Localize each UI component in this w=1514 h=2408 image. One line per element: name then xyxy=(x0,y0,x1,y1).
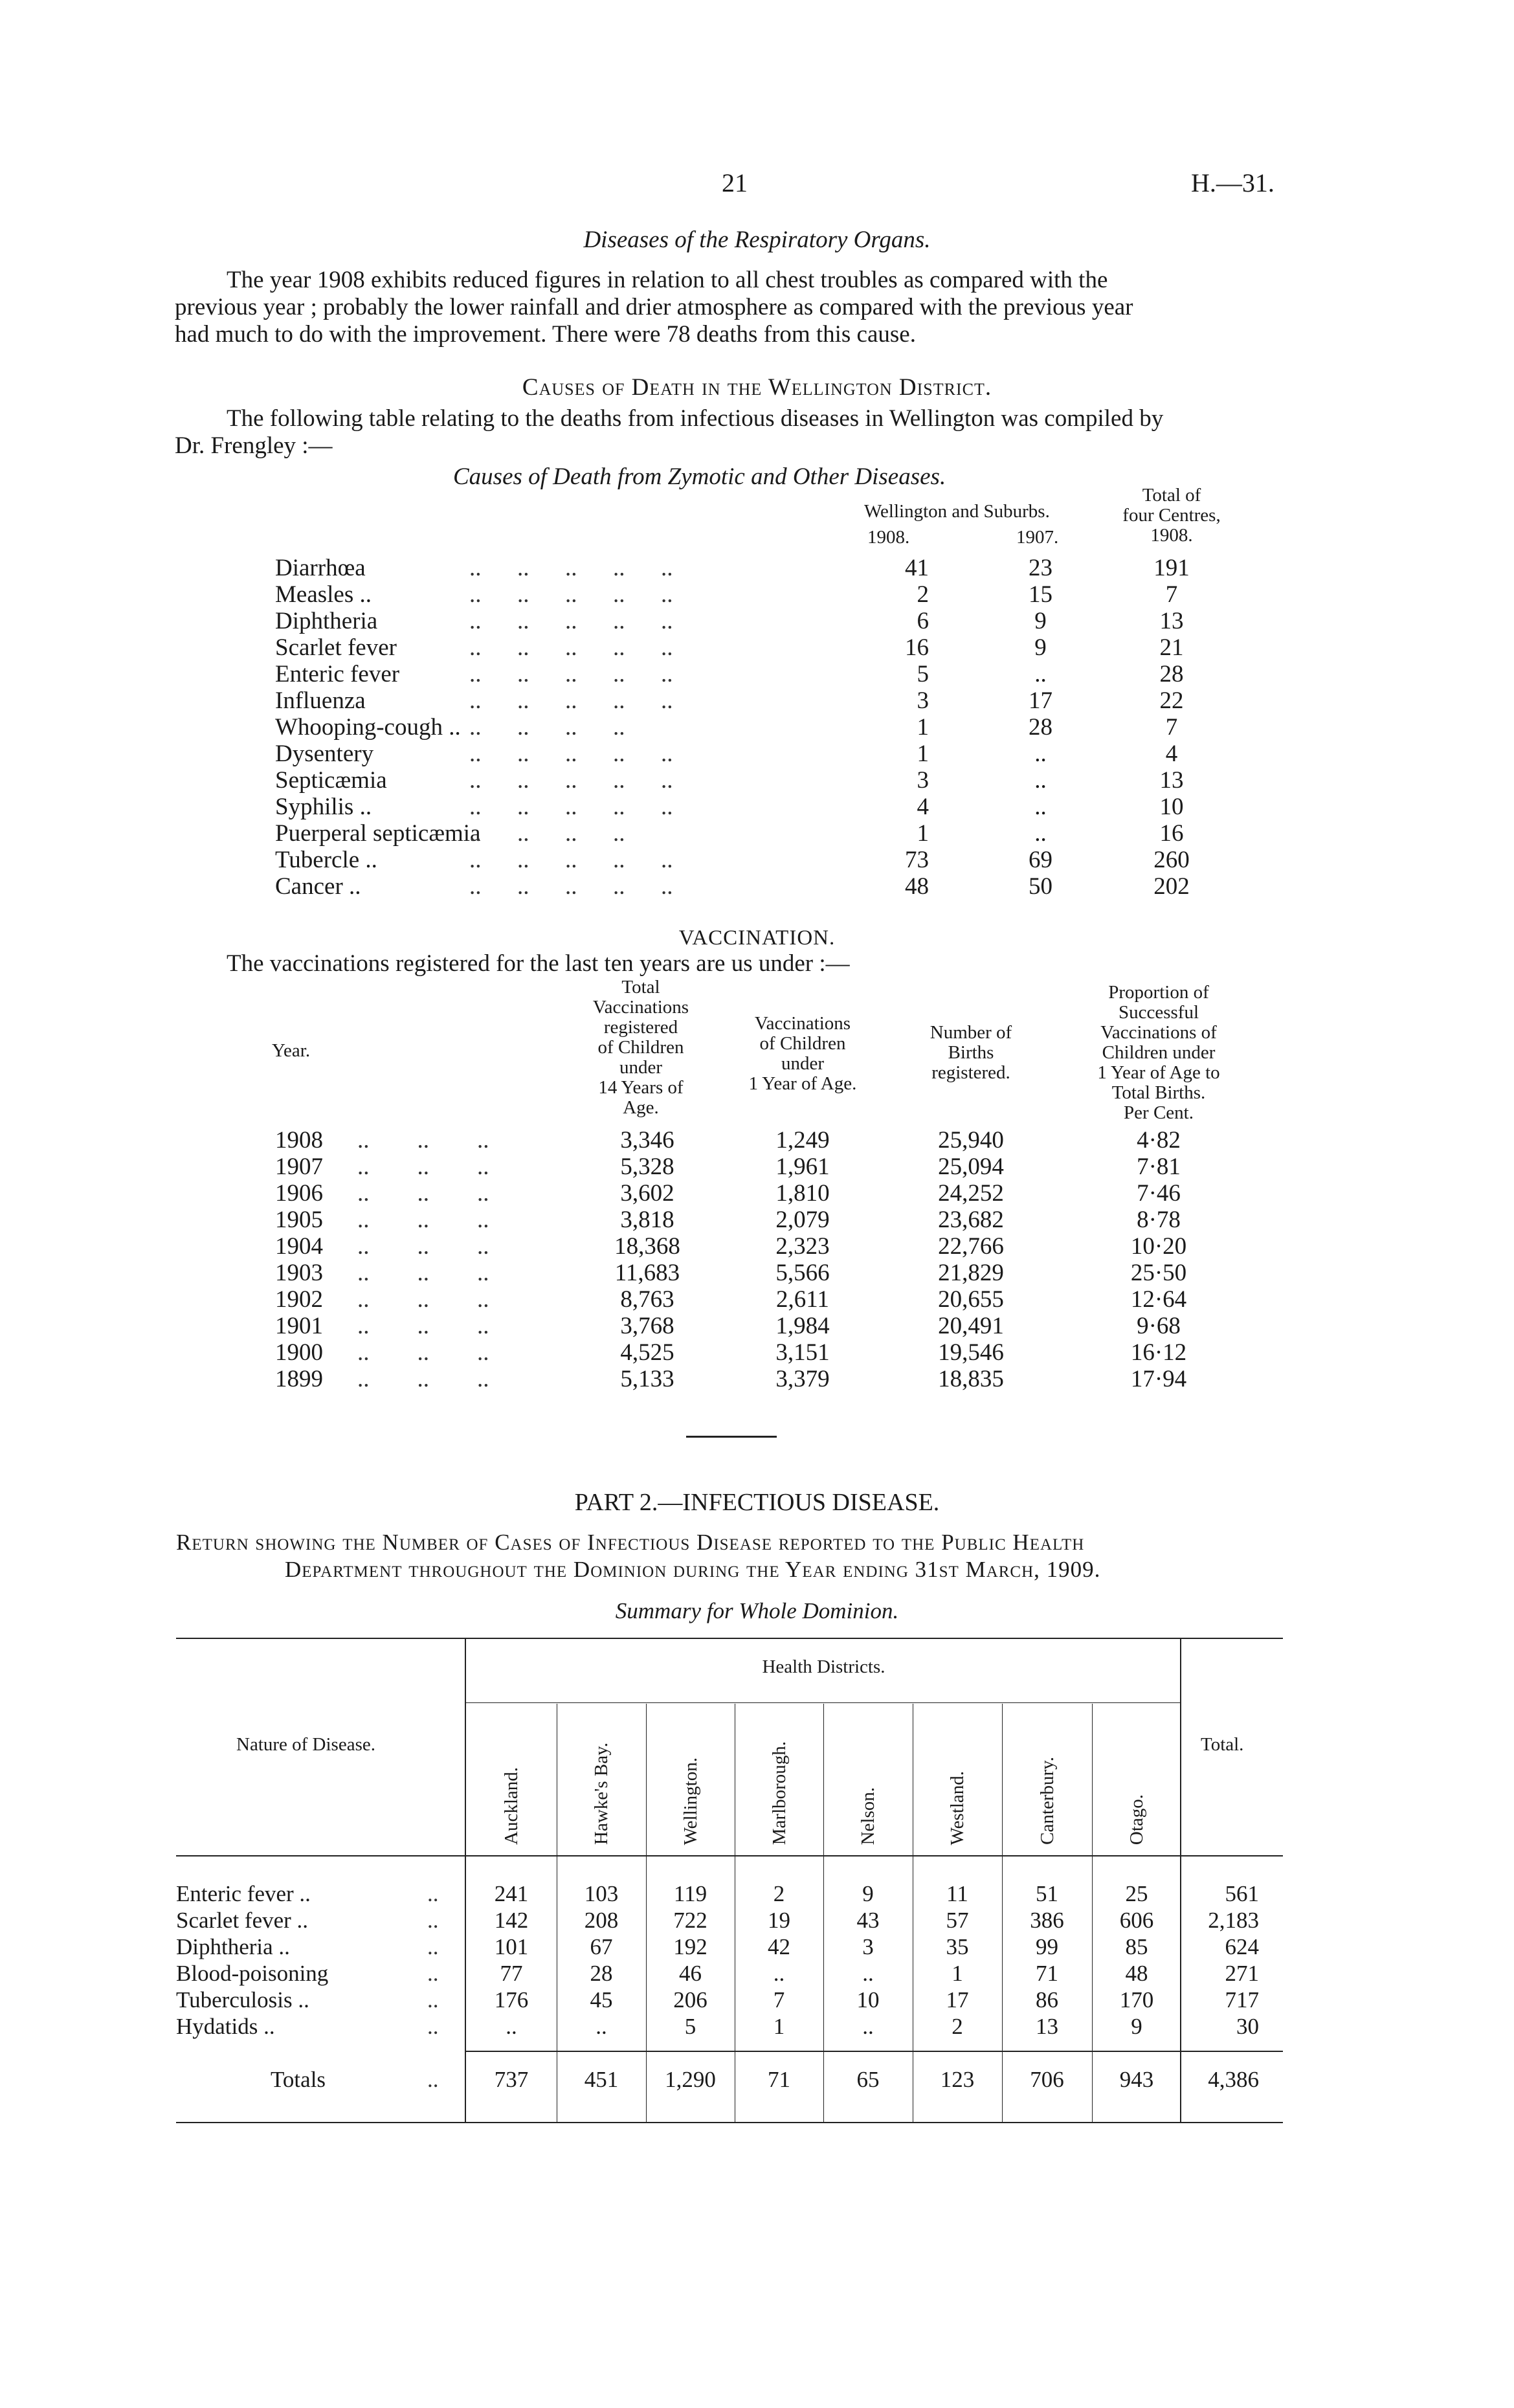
vacc-year: 1908 xyxy=(275,1127,323,1154)
respiratory-line-2: previous year ; probably the lower rainfall and drier atmosphere as compared with the previous year xyxy=(175,294,1133,320)
vacc-under1: 2,611 xyxy=(776,1286,829,1313)
district-header: Wellington. xyxy=(680,1757,701,1845)
cause-1908: 41 xyxy=(905,555,929,581)
cause-dots: .. .. .. .. .. xyxy=(469,661,673,687)
cause-total: 7 xyxy=(1165,581,1178,608)
disease-row xyxy=(0,1961,1514,1987)
disease-row xyxy=(0,2014,1514,2040)
cause-total: 202 xyxy=(1153,873,1190,900)
district-value: 65 xyxy=(856,2067,880,2092)
district-value: 17 xyxy=(946,1987,969,2012)
totals-rule xyxy=(466,2051,1283,2052)
vacc-year: 1906 xyxy=(275,1180,323,1207)
causes-col-total: Total of four Centres, 1908. xyxy=(1122,485,1221,546)
causes-row xyxy=(0,846,1514,873)
vacc-total: 11,683 xyxy=(614,1260,680,1286)
cause-1907: 69 xyxy=(1029,847,1052,873)
district-value: 85 xyxy=(1125,1934,1148,1959)
district-value: 43 xyxy=(856,1908,880,1933)
vacc-under1: 3,379 xyxy=(775,1366,830,1392)
respiratory-line-1: The year 1908 exhibits reduced figures in relation to all chest troubles as compared with the xyxy=(227,267,1108,293)
vacc-year: 1905 xyxy=(275,1207,323,1233)
cause-1908: 4 xyxy=(917,794,929,820)
cause-dots: .. .. .. .. .. xyxy=(469,581,673,608)
document-reference: H.—31. xyxy=(1191,168,1275,197)
return-line-1: Return showing the Number of Cases of Infectious Disease reported to the Public Health xyxy=(176,1530,1085,1555)
vacc-total: 8,763 xyxy=(620,1286,674,1313)
district-value: 71 xyxy=(1036,1961,1058,1986)
district-value: 101 xyxy=(494,1934,529,1959)
district-value: 123 xyxy=(940,2067,975,2092)
district-value: 2 xyxy=(952,2014,963,2039)
vacc-year: 1901 xyxy=(275,1313,323,1339)
cause-total: 16 xyxy=(1159,820,1184,847)
district-header: Canterbury. xyxy=(1036,1757,1058,1845)
district-value: 45 xyxy=(590,1987,613,2012)
cause-1908: 6 xyxy=(917,608,929,634)
cause-total: 4 xyxy=(1165,741,1178,767)
district-value: 2 xyxy=(773,1881,785,1906)
nature-of-disease-header: Nature of Disease. xyxy=(236,1734,375,1755)
cause-dots: .. .. .. .. .. xyxy=(469,794,673,820)
district-value: 142 xyxy=(494,1908,529,1933)
district-value: 28 xyxy=(590,1961,613,1986)
vaccination-row xyxy=(0,1259,1514,1286)
cause-1908: 3 xyxy=(917,687,929,714)
disease-name: Enteric fever .. xyxy=(176,1881,311,1906)
nature-col-rule xyxy=(465,1638,466,2123)
district-value: 46 xyxy=(679,1961,702,1986)
vacc-total: 4,525 xyxy=(620,1339,674,1366)
vacc-total: 3,818 xyxy=(620,1207,674,1233)
district-header: Otago. xyxy=(1126,1794,1147,1845)
cause-1907: .. xyxy=(1034,767,1047,794)
vacc-under1: 2,079 xyxy=(775,1207,830,1233)
disease-dots: .. xyxy=(427,1881,439,1906)
vacc-births: 25,940 xyxy=(938,1127,1004,1154)
district-value: .. xyxy=(773,1961,785,1986)
cause-dots: .. .. .. .. .. xyxy=(469,847,673,873)
district-value: 706 xyxy=(1030,2067,1064,2092)
vacc-under1: 1,810 xyxy=(775,1180,830,1207)
district-value: 67 xyxy=(590,1934,613,1959)
vacc-births: 24,252 xyxy=(938,1180,1004,1207)
disease-total: 2,183 xyxy=(1208,1908,1259,1933)
cause-1908: 73 xyxy=(905,847,929,873)
vacc-dots: .. .. .. xyxy=(357,1260,489,1286)
district-value: 386 xyxy=(1030,1908,1064,1933)
disease-row xyxy=(0,2067,1514,2093)
disease-row xyxy=(0,1881,1514,1908)
vaccination-intro: The vaccinations registered for the last ten years are us under :— xyxy=(227,950,850,977)
district-value: 1 xyxy=(952,1961,963,1986)
cause-total: 260 xyxy=(1153,847,1190,873)
vacc-dots: .. .. .. xyxy=(357,1154,489,1180)
district-value: 451 xyxy=(584,2067,619,2092)
table-bottom-rule xyxy=(176,2122,1283,2123)
cause-total: 7 xyxy=(1165,714,1178,741)
district-value: 77 xyxy=(500,1961,523,1986)
district-value: 48 xyxy=(1125,1961,1148,1986)
cause-name: Puerperal septicæmia xyxy=(275,820,481,847)
vaccination-row xyxy=(0,1339,1514,1365)
vacc-dots: .. .. .. xyxy=(357,1286,489,1313)
district-value: 35 xyxy=(946,1934,969,1959)
vacc-total: 3,346 xyxy=(620,1127,674,1154)
causes-intro-1: The following table relating to the deaths from infectious diseases in Wellington was compiled by xyxy=(227,405,1164,432)
district-header: Nelson. xyxy=(858,1787,878,1845)
cause-1908: 1 xyxy=(917,741,929,767)
causes-col-1908: 1908. xyxy=(867,527,910,548)
cause-1907: .. xyxy=(1034,794,1047,820)
causes-col-group: Wellington and Suburbs. xyxy=(864,501,1050,522)
disease-name: Hydatids .. xyxy=(176,2014,275,2039)
vacc-under1: 2,323 xyxy=(775,1233,830,1260)
vacc-total: 18,368 xyxy=(614,1233,680,1260)
vacc-dots: .. .. .. xyxy=(357,1339,489,1366)
vacc-under1: 5,566 xyxy=(775,1260,830,1286)
district-value: 7 xyxy=(773,1987,785,2012)
vacc-total: 3,768 xyxy=(620,1313,674,1339)
causes-row xyxy=(0,634,1514,660)
vacc-dots: .. .. .. xyxy=(357,1207,489,1233)
causes-heading: Causes of Death in the Wellington District. xyxy=(522,374,992,401)
district-value: .. xyxy=(596,2014,607,2039)
disease-dots: .. xyxy=(427,2067,439,2092)
vacc-total: 5,133 xyxy=(620,1366,674,1392)
district-value: 11 xyxy=(946,1881,968,1906)
vacc-under1: 1,984 xyxy=(775,1313,830,1339)
vacc-col-under1: Vaccinations of Children under 1 Year of Age. xyxy=(748,1013,857,1094)
vaccination-row xyxy=(0,1206,1514,1232)
health-districts-header: Health Districts. xyxy=(762,1656,885,1677)
vacc-year: 1907 xyxy=(275,1154,323,1180)
causes-table-title: Causes of Death from Zymotic and Other Diseases. xyxy=(453,463,946,490)
vacc-proportion: 25·50 xyxy=(1130,1260,1187,1286)
vaccination-row xyxy=(0,1126,1514,1153)
vacc-year: 1904 xyxy=(275,1233,323,1260)
causes-col-1907: 1907. xyxy=(1016,527,1059,548)
cause-total: 21 xyxy=(1159,634,1184,661)
causes-row xyxy=(0,554,1514,581)
vacc-dots: .. .. .. xyxy=(357,1313,489,1339)
vacc-total: 3,602 xyxy=(620,1180,674,1207)
disease-dots: .. xyxy=(427,1908,439,1933)
district-value: 206 xyxy=(673,1987,707,2012)
causes-row xyxy=(0,687,1514,713)
vacc-under1: 3,151 xyxy=(775,1339,830,1366)
cause-1908: 5 xyxy=(917,661,929,687)
vaccination-row xyxy=(0,1153,1514,1179)
vacc-proportion: 7·81 xyxy=(1137,1154,1181,1180)
respiratory-heading: Diseases of the Respiratory Organs. xyxy=(583,227,931,253)
district-value: 10 xyxy=(856,1987,880,2012)
district-value: 99 xyxy=(1036,1934,1058,1959)
disease-name: Totals xyxy=(271,2067,326,2092)
cause-1907: 23 xyxy=(1029,555,1052,581)
cause-total: 10 xyxy=(1159,794,1184,820)
district-value: 9 xyxy=(862,1881,874,1906)
districts-rule xyxy=(466,1702,1181,1703)
cause-1907: 28 xyxy=(1029,714,1052,741)
vacc-dots: .. .. .. xyxy=(357,1366,489,1392)
total-header: Total. xyxy=(1201,1734,1244,1755)
disease-name: Diphtheria .. xyxy=(176,1934,290,1959)
vacc-births: 20,491 xyxy=(938,1313,1004,1339)
vacc-year: 1900 xyxy=(275,1339,323,1366)
district-value: 119 xyxy=(673,1881,707,1906)
return-line-2: Department throughout the Dominion during the Year ending 31st March, 1909. xyxy=(285,1557,1101,1582)
vacc-col-proportion: Proportion of Successful Vaccinations of Children under 1 Year of Age to Total Births. Per Cent. xyxy=(1097,982,1220,1123)
disease-dots: .. xyxy=(427,1961,439,1986)
part2-heading: PART 2.—INFECTIOUS DISEASE. xyxy=(574,1489,940,1516)
disease-total: 717 xyxy=(1225,1987,1259,2012)
cause-name: Enteric fever xyxy=(275,661,400,687)
disease-total: 561 xyxy=(1225,1881,1259,1906)
vacc-proportion: 17·94 xyxy=(1130,1366,1187,1392)
total-col-rule xyxy=(1180,1638,1181,2123)
vacc-dots: .. .. .. xyxy=(357,1233,489,1260)
table-top-rule xyxy=(176,1638,1283,1639)
vacc-dots: .. .. .. xyxy=(357,1127,489,1154)
disease-name: Tuberculosis .. xyxy=(176,1987,309,2012)
disease-row xyxy=(0,1908,1514,1934)
cause-1907: .. xyxy=(1034,741,1047,767)
cause-name: Diarrhœa xyxy=(275,555,366,581)
cause-dots: .. .. .. .. xyxy=(469,714,625,741)
vacc-col-year: Year. xyxy=(272,1040,311,1061)
district-value: 25 xyxy=(1125,1881,1148,1906)
vaccination-row xyxy=(0,1365,1514,1392)
vacc-proportion: 7·46 xyxy=(1137,1180,1181,1207)
cause-1907: 15 xyxy=(1029,581,1052,608)
disease-name: Scarlet fever .. xyxy=(176,1908,309,1933)
district-value: 19 xyxy=(768,1908,790,1933)
cause-name: Scarlet fever xyxy=(275,634,397,661)
causes-row xyxy=(0,793,1514,819)
vacc-births: 23,682 xyxy=(938,1207,1004,1233)
vacc-proportion: 12·64 xyxy=(1130,1286,1187,1313)
district-value: 943 xyxy=(1119,2067,1154,2092)
cause-1907: .. xyxy=(1034,661,1047,687)
district-value: .. xyxy=(862,2014,874,2039)
cause-name: Diphtheria xyxy=(275,608,378,634)
cause-1908: 16 xyxy=(905,634,929,661)
cause-dots: .. .. .. .. .. xyxy=(469,741,673,767)
causes-row xyxy=(0,766,1514,793)
vacc-births: 19,546 xyxy=(938,1339,1004,1366)
vacc-births: 25,094 xyxy=(938,1154,1004,1180)
vacc-births: 22,766 xyxy=(938,1233,1004,1260)
vacc-proportion: 9·68 xyxy=(1137,1313,1181,1339)
disease-row xyxy=(0,1987,1514,2014)
vacc-proportion: 4·82 xyxy=(1137,1127,1181,1154)
cause-dots: .. .. .. .. .. xyxy=(469,687,673,714)
district-value: 9 xyxy=(1131,2014,1142,2039)
district-value: 103 xyxy=(584,1881,619,1906)
district-value: 42 xyxy=(768,1934,790,1959)
cause-name: Cancer .. xyxy=(275,873,361,900)
cause-total: 13 xyxy=(1159,608,1184,634)
cause-dots: .. .. .. .. .. xyxy=(469,767,673,794)
cause-name: Tubercle .. xyxy=(275,847,377,873)
causes-row xyxy=(0,660,1514,687)
vacc-proportion: 8·78 xyxy=(1137,1207,1181,1233)
causes-row xyxy=(0,713,1514,740)
causes-intro-2: Dr. Frengley :— xyxy=(175,432,333,459)
cause-total: 191 xyxy=(1153,555,1190,581)
district-value: .. xyxy=(506,2014,517,2039)
cause-name: Measles .. xyxy=(275,581,372,608)
vacc-births: 21,829 xyxy=(938,1260,1004,1286)
district-value: 737 xyxy=(494,2067,529,2092)
district-value: 241 xyxy=(494,1881,529,1906)
causes-row xyxy=(0,819,1514,846)
vacc-proportion: 10·20 xyxy=(1130,1233,1187,1260)
cause-name: Dysentery xyxy=(275,741,374,767)
vacc-year: 1902 xyxy=(275,1286,323,1313)
district-value: 722 xyxy=(673,1908,707,1933)
district-value: 5 xyxy=(684,2014,696,2039)
vaccination-row xyxy=(0,1179,1514,1206)
disease-total: 271 xyxy=(1225,1961,1259,1986)
respiratory-line-3: had much to do with the improvement. There were 78 deaths from this cause. xyxy=(175,321,916,348)
district-header: Hawke's Bay. xyxy=(591,1743,612,1845)
disease-total: 4,386 xyxy=(1208,2067,1259,2092)
vacc-births: 20,655 xyxy=(938,1286,1004,1313)
cause-name: Influenza xyxy=(275,687,366,714)
cause-1908: 3 xyxy=(917,767,929,794)
district-value: 1 xyxy=(773,2014,785,2039)
cause-dots: .. .. .. .. .. xyxy=(469,555,673,581)
cause-1907: 9 xyxy=(1034,634,1047,661)
district-value: 208 xyxy=(584,1908,619,1933)
cause-total: 28 xyxy=(1159,661,1184,687)
vacc-dots: .. .. .. xyxy=(357,1180,489,1207)
vaccination-heading: VACCINATION. xyxy=(678,926,836,950)
cause-1907: 50 xyxy=(1029,873,1052,900)
cause-name: Whooping-cough .. xyxy=(275,714,461,741)
cause-dots: .. .. .. .. .. xyxy=(469,634,673,661)
cause-1907: 17 xyxy=(1029,687,1052,714)
page-number: 21 xyxy=(722,168,748,197)
district-value: 13 xyxy=(1036,2014,1058,2039)
cause-dots: .. .. .. .. .. xyxy=(469,873,673,900)
district-value: 170 xyxy=(1119,1987,1154,2012)
cause-1908: 2 xyxy=(917,581,929,608)
district-header: Marlborough. xyxy=(768,1741,790,1845)
vaccination-row xyxy=(0,1286,1514,1312)
section-divider xyxy=(686,1436,777,1438)
vacc-under1: 1,249 xyxy=(775,1127,830,1154)
district-value: 57 xyxy=(946,1908,969,1933)
district-value: 3 xyxy=(862,1934,874,1959)
disease-name: Blood-poisoning xyxy=(176,1961,329,1986)
disease-row xyxy=(0,1934,1514,1961)
district-value: 86 xyxy=(1036,1987,1058,2012)
cause-name: Septicæmia xyxy=(275,767,387,794)
disease-total: 624 xyxy=(1225,1934,1259,1959)
district-value: 606 xyxy=(1119,1908,1154,1933)
causes-row xyxy=(0,740,1514,766)
cause-1908: 1 xyxy=(917,820,929,847)
district-value: 71 xyxy=(768,2067,790,2092)
cause-name: Syphilis .. xyxy=(275,794,372,820)
causes-row xyxy=(0,873,1514,899)
cause-dots: .. .. .. .. .. xyxy=(469,608,673,634)
cause-total: 22 xyxy=(1159,687,1184,714)
cause-1907: .. xyxy=(1034,820,1047,847)
district-value: .. xyxy=(862,1961,874,1986)
disease-dots: .. xyxy=(427,2014,439,2039)
cause-total: 13 xyxy=(1159,767,1184,794)
district-value: 51 xyxy=(1036,1881,1058,1906)
cause-1908: 48 xyxy=(905,873,929,900)
district-header: Westland. xyxy=(947,1770,968,1845)
disease-dots: .. xyxy=(427,1987,439,2012)
cause-dots: .. .. .. .. xyxy=(469,820,625,847)
summary-title: Summary for Whole Dominion. xyxy=(615,1598,899,1623)
district-value: 192 xyxy=(673,1934,707,1959)
disease-total: 30 xyxy=(1236,2014,1259,2039)
vaccination-row xyxy=(0,1312,1514,1339)
vaccination-row xyxy=(0,1232,1514,1259)
vacc-year: 1903 xyxy=(275,1260,323,1286)
cause-1908: 1 xyxy=(917,714,929,741)
vacc-col-total: Total Vaccinations registered of Children under 14 Years of Age. xyxy=(592,977,689,1118)
vacc-births: 18,835 xyxy=(938,1366,1004,1392)
vacc-under1: 1,961 xyxy=(775,1154,830,1180)
district-header: Auckland. xyxy=(501,1767,522,1845)
causes-row xyxy=(0,581,1514,607)
header-bottom-rule xyxy=(176,1855,1283,1856)
causes-row xyxy=(0,607,1514,634)
vacc-col-births: Number of Births registered. xyxy=(930,1022,1012,1083)
district-value: 1,290 xyxy=(665,2067,716,2092)
vacc-total: 5,328 xyxy=(620,1154,674,1180)
district-value: 176 xyxy=(494,1987,529,2012)
cause-1907: 9 xyxy=(1034,608,1047,634)
vacc-proportion: 16·12 xyxy=(1130,1339,1187,1366)
disease-dots: .. xyxy=(427,1934,439,1959)
vacc-year: 1899 xyxy=(275,1366,323,1392)
